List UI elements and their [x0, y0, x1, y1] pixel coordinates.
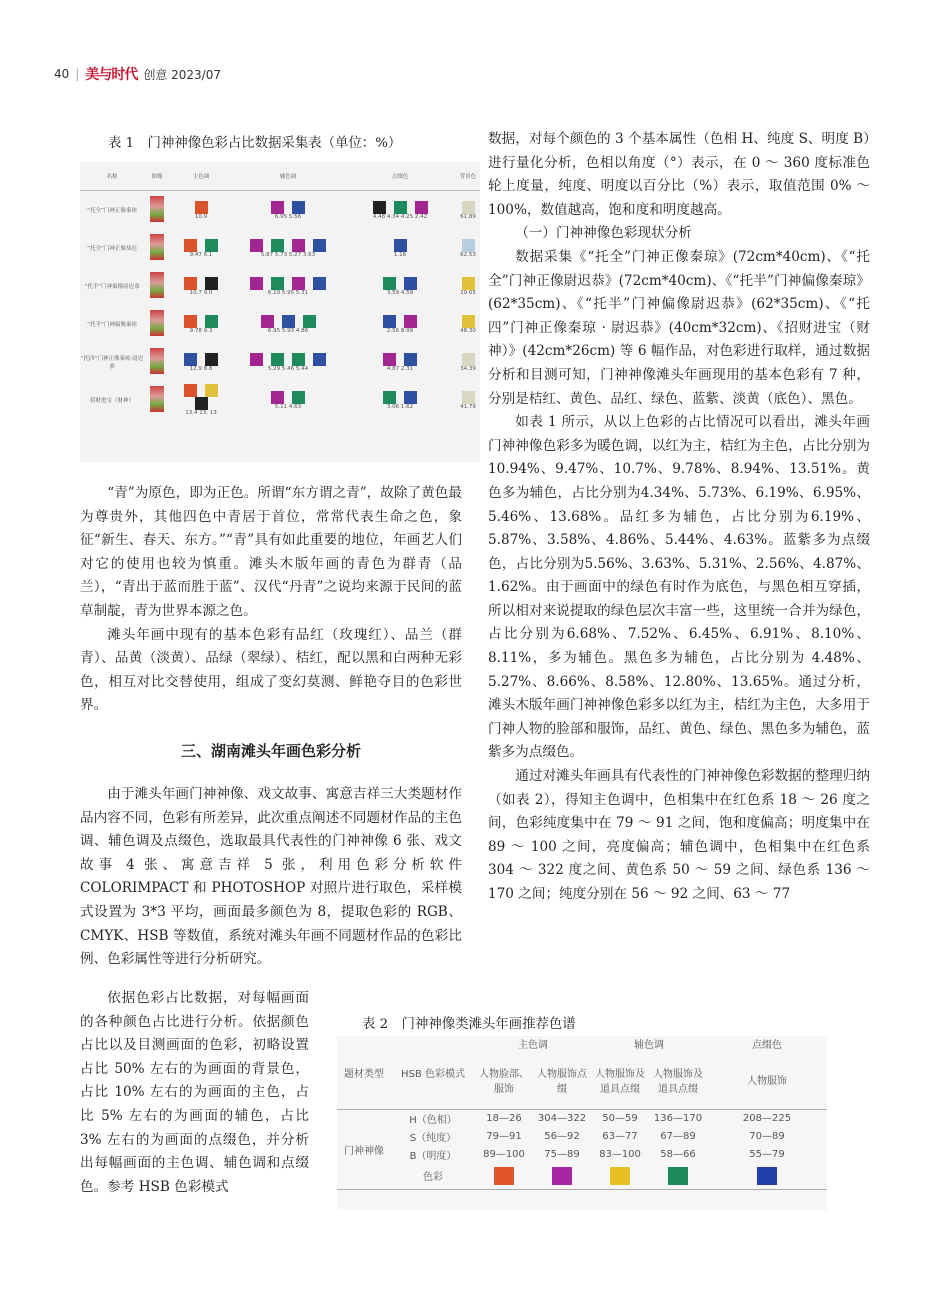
table1-header: 辅色调 [232, 162, 344, 191]
color-swatch [250, 239, 263, 252]
row-name: “托四”门神正像秦琼·尉迟恭 [80, 356, 144, 370]
table1-header: 背景色 [456, 162, 480, 191]
subsection-heading: （一）门神神像色彩现状分析 [515, 225, 692, 242]
color-swatch [462, 277, 475, 290]
value: 3.06 [386, 403, 400, 410]
color-swatch [205, 353, 218, 366]
value: 41.79 [460, 403, 476, 410]
color-swatch [292, 391, 305, 404]
table1-header: 点缀色 [344, 162, 456, 191]
color-swatch [373, 201, 386, 214]
paragraph: 滩头年画中现有的基本色彩有品红（玫瑰红）、品兰（群青）、品黄（淡黄）、品绿（翠绿）、桔红，配以黑和白两种无彩色，相互对比交替使用，组成了变幻莫测、鲜艳夺目的色彩世界。 [80, 626, 462, 714]
color-swatch [250, 353, 263, 366]
value: 5.11 [274, 403, 288, 410]
value: 9.3 [203, 327, 213, 334]
color-swatch [404, 391, 417, 404]
value: 5.56 [288, 213, 302, 220]
row-label: 色彩 [423, 1172, 443, 1184]
value: 5.95 [281, 289, 295, 296]
color-swatch [184, 315, 197, 328]
color-swatch [462, 201, 475, 214]
value: 79—91 [486, 1130, 522, 1142]
paragraph: 数据，对每个颜色的 3 个基本属性（色相 H、纯度 S、明度 B）进行量化分析，色相以角度（°）表示，在 0 ～ 360 度标准色轮上度量，纯度、明度以百分比（%）表示，取值范围 0% ～ 100%，数值越高，饱和度和明度越高。 [488, 131, 870, 218]
value: 136—170 [653, 1112, 703, 1124]
color-swatch [282, 315, 295, 328]
value: 4.59 [400, 289, 414, 296]
artwork-thumbnail [150, 272, 164, 298]
value: 304—322 [537, 1112, 587, 1124]
color-swatch [415, 201, 428, 214]
color-swatch [184, 239, 197, 252]
value: 5.29 [267, 365, 281, 372]
value: 1.16 [393, 251, 407, 258]
value: 5.73 [274, 251, 288, 258]
paragraph: 依据色彩占比数据，对每幅画面的各种颜色占比进行分析。依据颜色占比以及目测画面的色彩，初略设置占比 50% 左右的为画面的背景色，占比 10% 左右的为画面的主色，占比 5% 左右的为画面的辅色，占比 3% 左右的为画面的点缀色，并分析出每幅画面的主色调、辅色调和点缀色。参考 HSB 色彩模式 [80, 990, 309, 1195]
color-swatch [462, 315, 475, 328]
color-swatch [205, 315, 218, 328]
value: 13 [209, 410, 217, 416]
color-swatch [205, 277, 218, 290]
value: 4.86 [295, 327, 309, 334]
value: 4.25 [400, 213, 414, 220]
value: 13.4 [185, 410, 198, 416]
value: 208—225 [742, 1112, 792, 1124]
table2-caption: 表 2 门神神像类滩头年画推荐色谱 [362, 1017, 576, 1032]
value: 5.46 [281, 365, 295, 372]
value: 10.7 [189, 289, 202, 296]
color-swatch [313, 239, 326, 252]
category-cell: 门神神像 [344, 1145, 384, 1157]
value: 9.47 [189, 251, 202, 258]
value: 8.99 [400, 327, 414, 334]
paragraph: “青”为原色，即为正色。所谓“东方谓之青”，故除了黄色最为尊贵外，其他四色中青居于首位，常常代表生命之色，象征“新生、春天、东方。”“青”具有如此重要的地位，年画艺人们对它的使用也较为慎重。滩头木版年画的青色为群青（品兰），“青出于蓝而胜于蓝”、汉代“丹青”之说均来源于民间的蓝草制靛，青为世界本源之色。 [80, 485, 462, 619]
color-swatch [610, 1167, 630, 1185]
value: 18—26 [486, 1112, 522, 1124]
value: 2.31 [400, 365, 414, 372]
value: 10.9 [194, 213, 208, 220]
page-header: 40 | 美与时代 创意 2023/07 [54, 64, 221, 84]
value: 6.1 [203, 251, 213, 258]
value: 48.30 [460, 327, 476, 334]
table1-header: 图像 [144, 162, 170, 191]
color-swatch [668, 1167, 688, 1185]
row-name: “托半”门神偏像尉迟恭 [84, 284, 140, 290]
value: 83—100 [599, 1148, 641, 1160]
value: 4.48 [372, 213, 386, 220]
paragraph: 数据采集《“托全”门神正像秦琼》(72cm*40cm)、《“托全”门神正像尉迟恭》(72cm*40cm)、《“托半”门神偏像秦琼》(62*35cm)、《“托半”门神偏像尉迟恭》(62*35cm)、《“托四”门神正像秦琼 · 尉迟恭》(40cm*32cm)、《招财进宝（财神）》(42cm*26cm) 等 6 幅作品，对色彩进行取样，通过数据分析和目测可知，门神神像滩头年画现用的基本色彩有 7 种，分别是桔红、黄色、品红、绿色、蓝紫、淡黄（底色）、黑色。 [488, 248, 870, 407]
table-row [337, 1145, 827, 1163]
value: 70—89 [749, 1130, 785, 1142]
color-swatch [394, 239, 407, 252]
color-swatch [313, 353, 326, 366]
paragraph: 通过对滩头年画具有代表性的门神神像色彩数据的整理归纳（如表 2），得知主色调中，色相集中在红色系 18 ～ 26 度之间，色彩纯度集中在 79 ～ 91 之间，饱和度偏高；明度集中在 89 ～ 100 之间，亮度偏高；辅色调中，色相集中在红色系 304 ～ 322 度之间、黄色系 50 ～ 59 之间、绿色系 136 ～ 170 之间；纯度分别在 56 ～ 92 之间、63 ～ 77 [488, 768, 870, 902]
color-swatch [205, 239, 218, 252]
value: 89—100 [483, 1148, 525, 1160]
table2-header: 人物服饰点缀 [537, 1068, 587, 1095]
table2-header: 人物脸部、服饰 [479, 1068, 529, 1095]
value: 6.95 [267, 327, 281, 334]
color-swatch [383, 353, 396, 366]
value: 4.87 [386, 365, 400, 372]
value: 13. [199, 410, 208, 416]
table-row [337, 1127, 827, 1145]
group-header: 点缀色 [752, 1040, 782, 1051]
color-swatch [757, 1167, 777, 1185]
color-swatch [205, 384, 218, 397]
color-swatch [303, 315, 316, 328]
row-label: H（色相） [409, 1114, 457, 1126]
row-name: 招财进宝（财神） [89, 398, 134, 404]
row-name: “托全”门神正像秦琼 [87, 208, 137, 214]
value: 5.87 [260, 251, 274, 258]
table2-header: HSB 色彩模式 [401, 1068, 465, 1080]
row-label: B（明度） [409, 1150, 457, 1162]
row-label: S（纯度） [409, 1132, 457, 1144]
color-swatch [404, 353, 417, 366]
value: 67—89 [660, 1130, 696, 1142]
color-swatch [184, 353, 197, 366]
color-swatch [494, 1167, 514, 1185]
table2-header: 题材类型 [344, 1068, 384, 1080]
color-swatch [271, 391, 284, 404]
color-swatch [195, 201, 208, 214]
artwork-thumbnail [150, 196, 164, 222]
color-swatch [271, 201, 284, 214]
artwork-thumbnail [150, 234, 164, 260]
color-swatch [292, 201, 305, 214]
paragraph: 如表 1 所示，从以上色彩的占比情况可以看出，滩头年画门神神像色彩多为暖色调，以红为主，桔红为主色，占比分别为 10.94%、9.47%、10.7%、9.78%、8.94%、13.51%。黄色多为辅色，占比分别为4.34%、5.73%、6.19%、6.95%、5.46%、13.68%。品红多为辅色，占比分别为6.19%、5.87%、3.58%、4.86%、5.44%、4.63%。蓝紫多为点缀色，占比分别为5.56%、3.63%、5.31%、2.56%、4.87%、1.62%。由于画面中的绿色有时作为底色，与黑色相互穿插，所以相对来说提取的绿色层次丰富一些，这里统一合并为绿色，占比分别为6.68%、7.52%、6.45%、6.91%、8.10%、8.11%，多为辅色。黑色多为辅色，占比分别为 4.48%、5.27%、8.66%、8.58%、12.80%、13.65%。通过分析，滩头木版年画门神神像色彩多以红为主，桔红为主色，大多用于门神人物的脸部和服饰，品红、黄色、绿色、黑色多为辅色，蓝紫多为点缀色。 [488, 414, 870, 761]
value: 9.78 [189, 327, 202, 334]
color-swatch [271, 277, 284, 290]
value: 5.31 [295, 289, 309, 296]
artwork-thumbnail [150, 348, 164, 374]
table1-header: 名称 [80, 162, 144, 191]
color-swatch [261, 315, 274, 328]
table-row [80, 305, 480, 343]
color-swatch [313, 277, 326, 290]
color-swatch [292, 353, 305, 366]
value: 62.53 [460, 251, 476, 258]
value: 5.44 [295, 365, 309, 372]
value: 56—92 [544, 1130, 580, 1142]
value: 5.93 [281, 327, 295, 334]
table1-header: 主色调 [170, 162, 232, 191]
color-swatch [292, 277, 305, 290]
group-header: 主色调 [518, 1040, 548, 1051]
row-name: “托全”门神正像恭迟 [87, 246, 137, 252]
row-name: “托半”门神偏像秦琼 [87, 322, 137, 328]
value: 4.63 [288, 403, 302, 410]
table-row [337, 1163, 827, 1189]
right-column [488, 128, 870, 907]
color-swatch [394, 201, 407, 214]
color-swatch [383, 391, 396, 404]
table2 [337, 1036, 827, 1210]
magazine-logo: 美与时代 [85, 67, 138, 83]
value: 34.39 [460, 365, 476, 372]
table-row [80, 229, 480, 267]
color-swatch [404, 277, 417, 290]
value: 29.65 [460, 289, 476, 296]
value: 58—66 [660, 1148, 696, 1160]
table1-caption: 表 1 门神神像色彩占比数据采集表（单位：%） [108, 136, 402, 151]
issue-label: 创意 2023/07 [143, 67, 221, 82]
color-swatch [292, 239, 305, 252]
value: 50—59 [602, 1112, 638, 1124]
paragraph: 由于滩头年画门神神像、戏文故事、寓意吉祥三大类题材作品内容不同，色彩有所差异，此次重点阐述不同题材作品的主色调、辅色调及点缀色，选取最具代表性的门神神像 6 张、戏文故事 4 张、寓意吉祥 5 张，利用色彩分析软件 COLORIMPACT 和 PHOTOSHOP 对照片进行取色，采样模式设置为 3*3 平均，画面最多颜色为 8，提取色彩的 RGB、CMYK、HSB 等数值，系统对滩头年画不同题材作品的色彩比例、色彩属性等进行分析研究。 [80, 785, 462, 968]
value: 75—89 [544, 1148, 580, 1160]
color-swatch [552, 1167, 572, 1185]
color-swatch [184, 277, 197, 290]
table-row [80, 381, 480, 419]
value: 55—79 [749, 1148, 785, 1160]
left-column-bottom [80, 987, 309, 1199]
color-swatch [250, 277, 263, 290]
color-swatch [462, 391, 475, 404]
color-swatch [462, 353, 475, 366]
table2-header: 人物服饰及道具点缀 [653, 1068, 703, 1095]
color-swatch [383, 315, 396, 328]
color-swatch [462, 239, 475, 252]
table-row [80, 191, 480, 230]
table-row [80, 343, 480, 381]
color-swatch [195, 397, 208, 410]
value: 2.42 [414, 213, 428, 220]
color-swatch [404, 315, 417, 328]
section-heading: 三、湖南滩头年画色彩分析 [180, 741, 361, 760]
artwork-thumbnail [150, 386, 164, 412]
left-column [80, 482, 462, 972]
artwork-thumbnail [150, 310, 164, 336]
color-swatch [271, 239, 284, 252]
value: 5.27 [288, 251, 302, 258]
value: 6.19 [267, 289, 281, 296]
value: 3.59 [386, 289, 400, 296]
color-swatch [184, 384, 197, 397]
value: 12.9 [189, 365, 202, 372]
value: 3.63 [302, 251, 316, 258]
value: 9.0 [203, 289, 213, 296]
value: 2.56 [386, 327, 400, 334]
value: 8.8 [203, 365, 213, 372]
value: 4.34 [386, 213, 400, 220]
table1 [80, 162, 480, 462]
value: 63—77 [602, 1130, 638, 1142]
table-row [80, 267, 480, 305]
table-row [337, 1109, 827, 1127]
color-swatch [383, 277, 396, 290]
value: 61.89 [460, 213, 476, 220]
group-header: 辅色调 [634, 1040, 664, 1051]
color-swatch [271, 353, 284, 366]
value: 1.62 [400, 403, 414, 410]
table2-header: 人物服饰及道具点缀 [595, 1068, 645, 1095]
page-number: 40 [54, 67, 70, 81]
value: 6.95 [274, 213, 288, 220]
table2-header: 人物服饰 [747, 1076, 787, 1088]
table1-header-row [80, 162, 480, 191]
